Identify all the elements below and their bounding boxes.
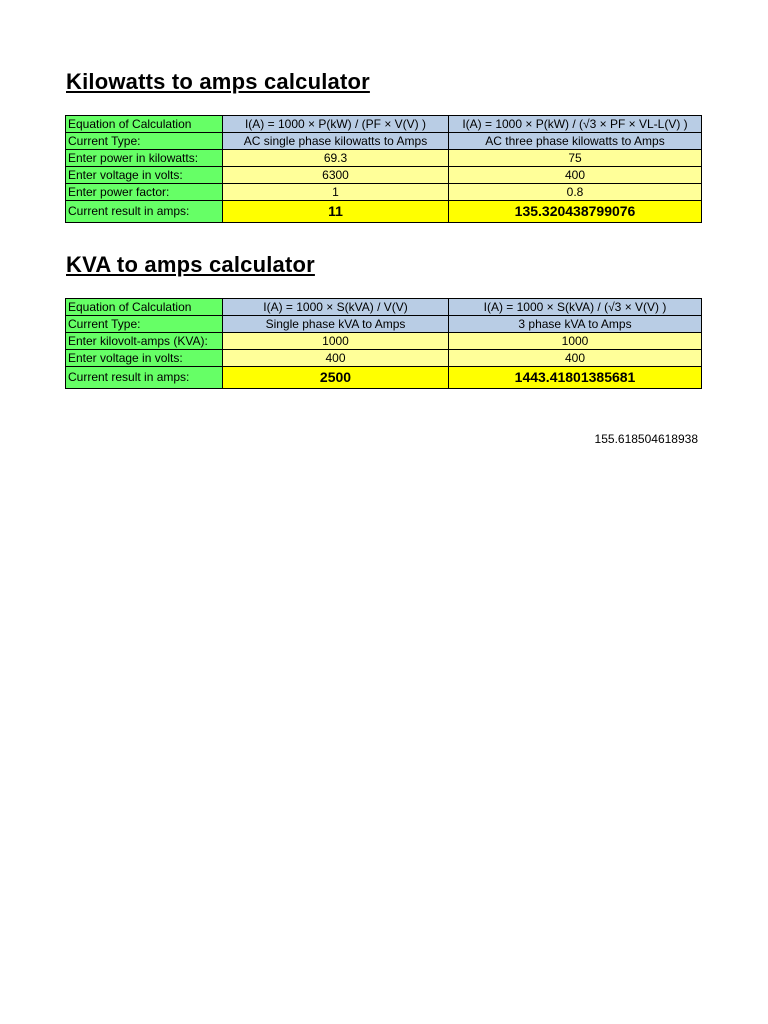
row-label-equation: Equation of Calculation (66, 299, 223, 316)
single-phase-kva-input[interactable]: 1000 (223, 333, 449, 350)
three-phase-equation: I(A) = 1000 × S(kVA) / (√3 × V(V) ) (449, 299, 702, 316)
table-row (66, 184, 702, 201)
three-phase-result: 135.320438799076 (449, 201, 702, 223)
row-label-voltage: Enter voltage in volts: (66, 167, 223, 184)
three-phase-kva-input[interactable]: 1000 (449, 333, 702, 350)
table-row (66, 367, 702, 389)
three-phase-power-input[interactable]: 75 (449, 150, 702, 167)
extra-value-cell: 155.618504618938 (594, 432, 698, 446)
table-row (66, 201, 702, 223)
row-label-current-type: Current Type: (66, 316, 223, 333)
row-label-current-type: Current Type: (66, 133, 223, 150)
table-row (66, 150, 702, 167)
row-label-power-factor: Enter power factor: (66, 184, 223, 201)
single-phase-voltage-input[interactable]: 400 (223, 350, 449, 367)
single-phase-equation: I(A) = 1000 × S(kVA) / V(V) (223, 299, 449, 316)
table-row (66, 116, 702, 133)
row-label-power: Enter power in kilowatts: (66, 150, 223, 167)
three-phase-result: 1443.41801385681 (449, 367, 702, 389)
kw-calculator-table (65, 115, 702, 223)
table-row (66, 167, 702, 184)
single-phase-result: 11 (223, 201, 449, 223)
row-label-result: Current result in amps: (66, 201, 223, 223)
three-phase-type: 3 phase kVA to Amps (449, 316, 702, 333)
single-phase-equation: I(A) = 1000 × P(kW) / (PF × V(V) ) (223, 116, 449, 133)
kw-calculator-title: Kilowatts to amps calculator (66, 69, 370, 94)
row-label-result: Current result in amps: (66, 367, 223, 389)
table-row (66, 350, 702, 367)
single-phase-result: 2500 (223, 367, 449, 389)
row-label-voltage: Enter voltage in volts: (66, 350, 223, 367)
three-phase-voltage-input[interactable]: 400 (449, 167, 702, 184)
row-label-kva: Enter kilovolt-amps (KVA): (66, 333, 223, 350)
three-phase-voltage-input[interactable]: 400 (449, 350, 702, 367)
kva-calculator-table (65, 298, 702, 389)
kva-calculator-title: KVA to amps calculator (66, 252, 315, 277)
table-row (66, 299, 702, 316)
table-row (66, 133, 702, 150)
single-phase-power-factor-input[interactable]: 1 (223, 184, 449, 201)
table-row (66, 316, 702, 333)
three-phase-type: AC three phase kilowatts to Amps (449, 133, 702, 150)
single-phase-voltage-input[interactable]: 6300 (223, 167, 449, 184)
single-phase-type: Single phase kVA to Amps (223, 316, 449, 333)
row-label-equation: Equation of Calculation (66, 116, 223, 133)
three-phase-equation: I(A) = 1000 × P(kW) / (√3 × PF × VL-L(V) ) (449, 116, 702, 133)
table-row (66, 333, 702, 350)
single-phase-type: AC single phase kilowatts to Amps (223, 133, 449, 150)
single-phase-power-input[interactable]: 69.3 (223, 150, 449, 167)
three-phase-power-factor-input[interactable]: 0.8 (449, 184, 702, 201)
